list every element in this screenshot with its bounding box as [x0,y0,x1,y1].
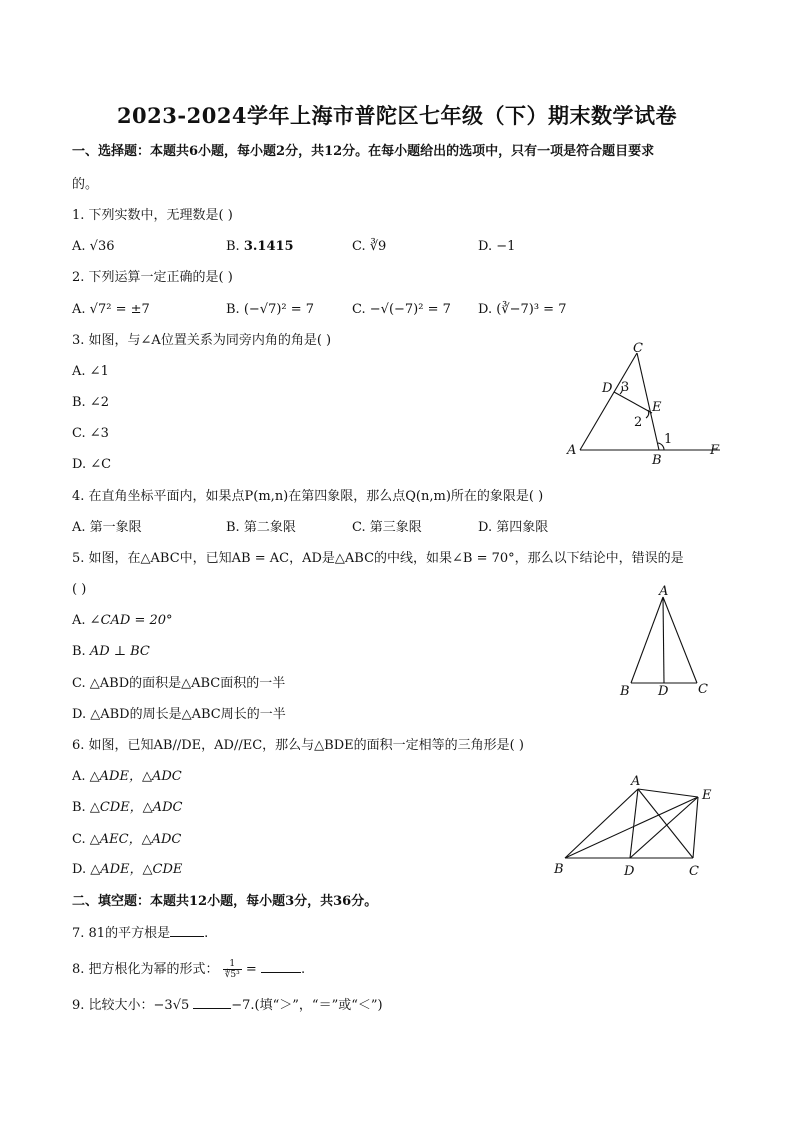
question-text-end: . [300,962,306,977]
option-text: (∛−7)³ = 7 [496,302,567,317]
option-b[interactable] [226,301,314,319]
fill-question [72,959,305,980]
option-text: △CDE，△ADC [89,800,183,815]
label-d: D [624,864,635,879]
q3-figure [560,338,730,468]
q5-figure [615,583,715,698]
label-a: A [631,774,641,789]
option-text: −√(−7)² = 7 [369,302,451,317]
option-c[interactable] [352,238,386,256]
option-key: D. [72,457,87,472]
option-text: △AEC，△ADC [89,832,182,847]
question-stem: 6. 如图，已知AB//DE，AD//EC，那么与△BDE的面积一定相等的三角形是( ) [72,738,524,753]
question-stem: 1. 下列实数中，无理数是( ) [72,208,233,223]
option-key: D. [72,862,87,877]
question-text-end: . [204,926,209,941]
option-key: D. [478,239,493,254]
option-d[interactable] [478,238,515,256]
option-b[interactable] [72,394,109,412]
label-f: F [710,443,720,458]
option-key: B. [72,800,86,815]
option-key: B. [226,520,240,535]
option-key: C. [352,302,366,317]
option-c[interactable] [352,519,422,537]
option-key: B. [226,302,240,317]
option-text: △ADE，△ADC [89,769,182,784]
option-b[interactable] [226,238,294,256]
option-key: A. [72,613,86,628]
label-3: 3 [621,380,630,395]
option-a[interactable] [72,519,142,537]
answer-blank[interactable] [261,972,301,973]
option-text: ∠CAD = 20° [89,613,173,628]
question-text: 8. 把方根化为幂的形式： [72,962,219,977]
option-text: 第二象限 [243,520,296,535]
fill-question [72,997,383,1015]
option-text: 第三象限 [369,520,422,535]
option-key: A. [72,364,86,379]
option-text: √36 [89,239,115,254]
option-d[interactable] [478,301,566,319]
option-c[interactable] [72,831,181,849]
equals-sign: = [245,962,257,977]
option-a[interactable] [72,238,115,256]
answer-blank[interactable] [193,1008,231,1009]
label-b: B [652,453,662,468]
section-heading: 二、填空题：本题共12小题，每小题3分，共36分。 [72,894,378,909]
option-text: ∛9 [369,239,387,254]
question-stem: 4. 在直角坐标平面内，如果点P(m,n)在第四象限，那么点Q(n,m)所在的象限是( ) [72,489,544,504]
angle-2-arc [646,410,649,418]
option-c[interactable] [72,425,109,443]
label-c: C [633,341,643,356]
label-b: B [620,684,630,699]
label-2: 2 [634,415,643,430]
question-text: 9. 比较大小：−3√5 [72,998,190,1013]
section-heading-cont: 的。 [72,177,99,192]
option-text: (−√7)² = 7 [243,302,315,317]
page-title: 2023-2024学年上海市普陀区七年级（下）期末数学试卷 [116,103,678,128]
option-text: AD ⊥ BC [89,644,150,659]
option-key: C. [72,832,86,847]
label-1: 1 [664,432,673,447]
section-heading: 一、选择题：本题共6小题，每小题2分，共12分。在每小题给出的选项中，只有一项是符合题目要求 [72,144,655,159]
question-stem-cont: ( ) [72,582,87,597]
option-key: C. [72,426,86,441]
option-a[interactable] [72,768,182,786]
q6-figure [550,772,725,880]
option-text: ∠3 [89,426,109,441]
option-b[interactable] [226,519,296,537]
line-ab [631,597,663,683]
line-ae [638,789,698,797]
label-d: D [658,684,669,699]
option-a[interactable] [72,301,150,319]
option-c[interactable] [352,301,451,319]
option-b[interactable] [72,799,182,817]
option-text: ∠C [90,457,112,472]
option-key: B. [72,644,86,659]
question-text-end: −7.(填“＞”，“＝”或“＜”) [231,998,383,1013]
option-text: △ABD的面积是△ABC面积的一半 [89,676,286,691]
label-d: D [602,381,613,396]
option-d[interactable] [72,861,182,879]
option-key: B. [226,239,240,254]
label-a: A [659,584,669,599]
option-text: △ABD的周长是△ABC周长的一半 [90,707,286,722]
option-text: ∠1 [89,364,109,379]
option-a[interactable] [72,612,173,630]
option-text: √7² = ±7 [89,302,150,317]
label-a: A [567,443,577,458]
option-text: △ADE，△CDE [90,862,183,877]
option-c[interactable] [72,675,285,693]
option-key: C. [352,239,366,254]
option-key: A. [72,769,86,784]
option-key: B. [72,395,86,410]
option-a[interactable] [72,363,109,381]
label-e: E [652,400,662,415]
fraction-denominator: ∜5³ [224,970,240,980]
answer-blank[interactable] [170,936,204,937]
line-ad [630,789,638,858]
line-ac [638,789,693,858]
option-key: D. [478,302,493,317]
label-b: B [554,862,564,877]
option-key: A. [72,239,86,254]
question-stem: 2. 下列运算一定正确的是( ) [72,270,233,285]
fraction-numerator: 1 [223,959,242,970]
option-text: 第四象限 [496,520,549,535]
option-key: D. [72,707,87,722]
line-ec [693,797,698,858]
fraction [223,959,242,980]
option-text: 3.1415 [243,239,294,254]
line-ac [580,353,637,450]
option-key: C. [72,676,86,691]
option-d[interactable] [72,706,286,724]
fill-question [72,925,208,943]
label-c: C [689,864,699,879]
label-c: C [698,682,708,697]
question-stem: 3. 如图，与∠A位置关系为同旁内角的角是( ) [72,333,332,348]
question-text: 7. 81的平方根是 [72,926,171,941]
option-text: 第一象限 [89,520,142,535]
option-key: D. [478,520,493,535]
option-key: C. [352,520,366,535]
line-ac [663,597,697,683]
option-d[interactable] [72,456,111,474]
line-de [630,797,698,858]
option-b[interactable] [72,643,150,661]
option-key: A. [72,302,86,317]
question-stem: 5. 如图，在△ABC中，已知AB = AC，AD是△ABC的中线，如果∠B = 70°，那么以下结论中，错误的是 [72,551,684,566]
option-text: ∠2 [89,395,109,410]
line-ad [663,597,664,683]
label-e: E [702,788,712,803]
line-ab [565,789,638,858]
option-d[interactable] [478,519,548,537]
option-text: −1 [496,239,516,254]
option-key: A. [72,520,86,535]
